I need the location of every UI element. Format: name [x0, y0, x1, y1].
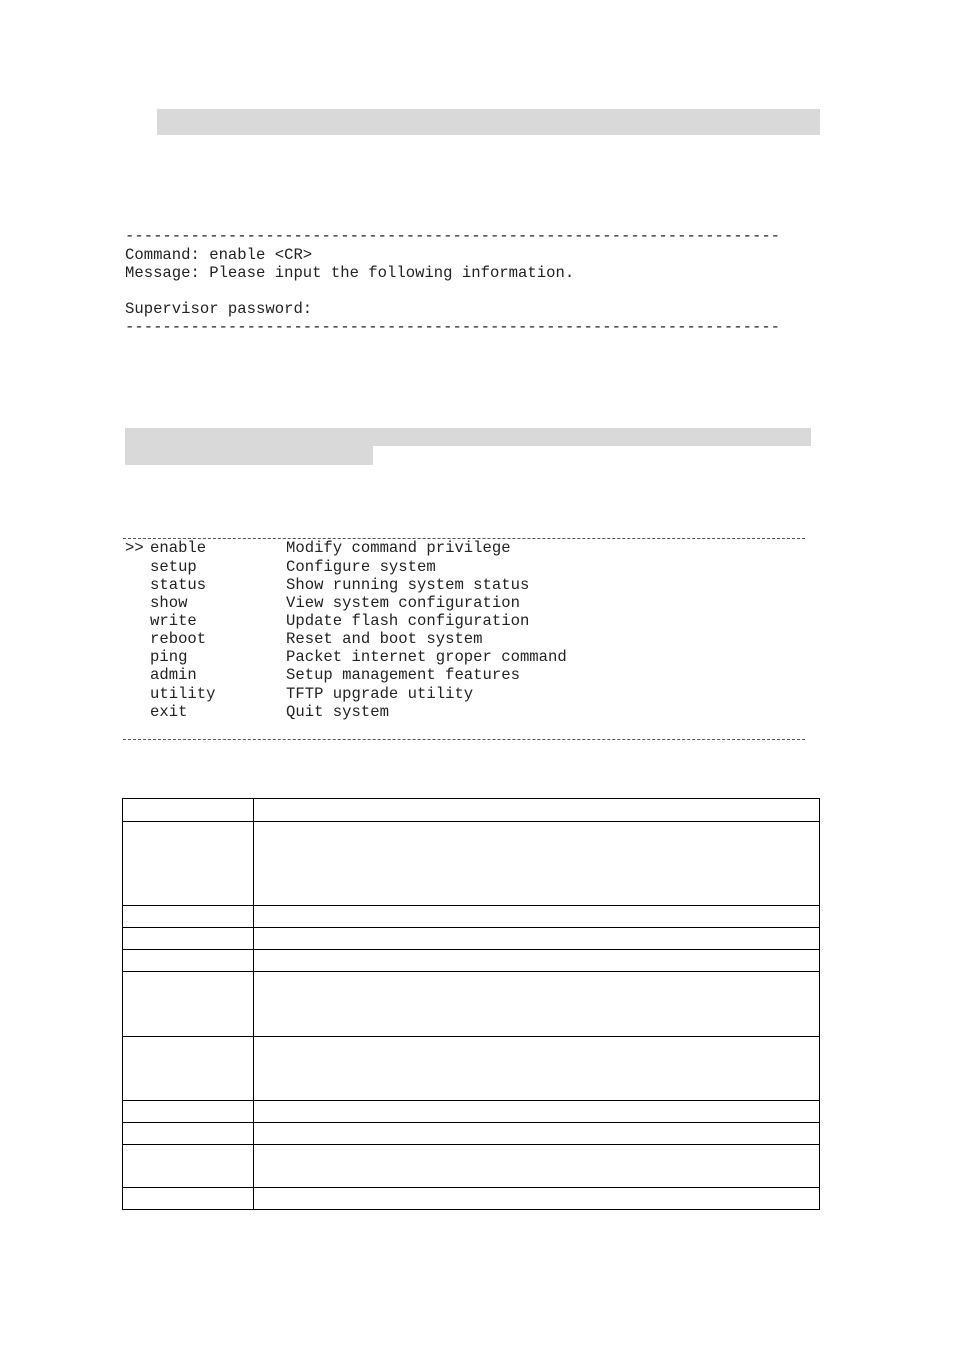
menu-item-write[interactable] [125, 612, 530, 630]
menu-item-description: Modify command privilege [286, 539, 511, 557]
menu-item-description: Quit system [286, 703, 389, 721]
terminal-line-message: Message: Please input the following information. [125, 264, 575, 282]
table-cell-command [123, 1145, 254, 1188]
table-row [123, 906, 820, 928]
table-row [123, 972, 820, 1037]
table-cell-command [123, 822, 254, 906]
table-cell-description [254, 950, 820, 972]
table-cell-description [254, 822, 820, 906]
table-row [123, 822, 820, 906]
table-cell-command [123, 928, 254, 950]
heading-bar-second-line1 [125, 428, 811, 446]
table-row [123, 928, 820, 950]
table-cell-description [254, 928, 820, 950]
menu-cursor: >> [125, 539, 144, 557]
menu-item-description: View system configuration [286, 594, 520, 612]
menu-item-command: write [150, 612, 197, 630]
table-cell-command [123, 906, 254, 928]
menu-item-utility[interactable] [125, 685, 474, 703]
table-cell-description [254, 1145, 820, 1188]
menu-item-command: reboot [150, 630, 207, 648]
table-cell-command [123, 1101, 254, 1123]
menu-item-description: Show running system status [286, 576, 530, 594]
table-cell-description [254, 1037, 820, 1101]
table-cell-description [254, 1123, 820, 1145]
menu-item-description: Configure system [286, 558, 436, 576]
menu-item-admin[interactable] [125, 666, 520, 684]
table-cell-command [123, 1188, 254, 1210]
menu-item-show[interactable] [125, 594, 520, 612]
heading-bar-top [157, 109, 820, 135]
menu-item-enable[interactable] [125, 539, 511, 557]
menu-item-command: ping [150, 648, 188, 666]
terminal-line-command: Command: enable <CR> [125, 246, 313, 264]
menu-item-ping[interactable] [125, 648, 567, 666]
table-cell-command [123, 1037, 254, 1101]
menu-item-description: Update flash configuration [286, 612, 530, 630]
table-row [123, 1037, 820, 1101]
terminal-line-password-prompt: Supervisor password: [125, 300, 313, 318]
terminal-rule-top: ---------------------------------------------------------------------- [125, 227, 781, 245]
menu-item-command: exit [150, 703, 188, 721]
menu-item-command: utility [150, 685, 216, 703]
menu-rule-bottom [123, 739, 805, 740]
menu-item-exit[interactable] [125, 703, 389, 721]
table-cell-command [123, 1123, 254, 1145]
table-cell-description [254, 1101, 820, 1123]
table-cell-description [254, 799, 820, 822]
table-row [123, 1145, 820, 1188]
menu-item-command: setup [150, 558, 197, 576]
table-cell-command [123, 950, 254, 972]
menu-item-command: status [150, 576, 207, 594]
menu-item-reboot[interactable] [125, 630, 483, 648]
menu-item-description: Reset and boot system [286, 630, 483, 648]
table-row [123, 1188, 820, 1210]
table-row [123, 950, 820, 972]
table-cell-description [254, 972, 820, 1037]
menu-item-status[interactable] [125, 576, 530, 594]
table-cell-command [123, 799, 254, 822]
table-cell-description [254, 906, 820, 928]
heading-bar-second-line2 [125, 446, 373, 465]
menu-item-description: TFTP upgrade utility [286, 685, 474, 703]
table-row [123, 799, 820, 822]
table-cell-command [123, 972, 254, 1037]
menu-item-setup[interactable] [125, 558, 436, 576]
terminal-rule-bottom: ---------------------------------------------------------------------- [125, 318, 781, 336]
command-description-table [122, 798, 820, 1210]
table-cell-description [254, 1188, 820, 1210]
menu-item-description: Setup management features [286, 666, 520, 684]
menu-item-command: show [150, 594, 188, 612]
table-row [123, 1123, 820, 1145]
table-row [123, 1101, 820, 1123]
menu-item-command: admin [150, 666, 197, 684]
menu-item-command: enable [150, 539, 207, 557]
menu-item-description: Packet internet groper command [286, 648, 567, 666]
